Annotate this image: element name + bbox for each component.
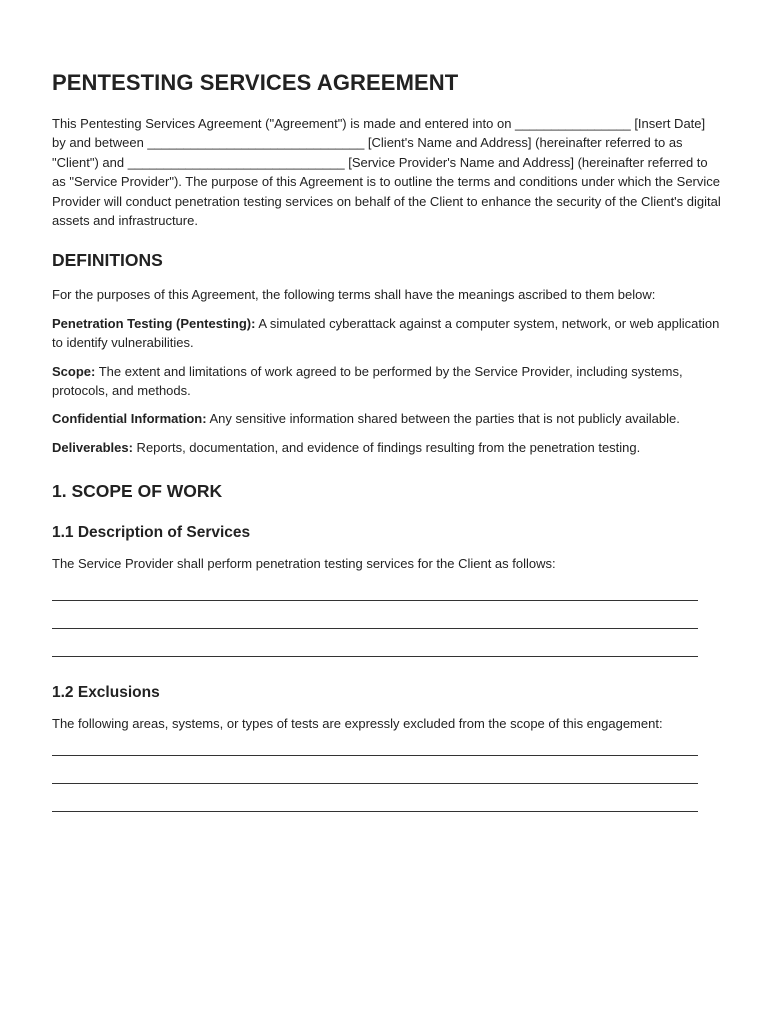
definitions-heading: DEFINITIONS <box>52 250 163 271</box>
blank-fill-line <box>52 783 698 784</box>
definition-text: Reports, documentation, and evidence of findings resulting from the penetration testing. <box>132 439 641 455</box>
definition-term: Penetration Testing (Pentesting): <box>52 315 256 331</box>
definition-term: Confidential Information: <box>52 411 207 427</box>
exclusions-heading: 1.2 Exclusions <box>52 683 160 701</box>
exclusions-text: The following areas, systems, or types of tests are expressly excluded from the scope of this engagement: <box>52 715 663 731</box>
blank-fill-line <box>52 600 698 601</box>
intro-paragraph: This Pentesting Services Agreement ("Agreement") is made and entered into on ________________ [Insert Date] by and between ______________________________ [Client's Name and Address] (hereinafter referred to as "Client") and ______________________________ [Service Provider's Name and Address] (hereinafter referred to as "Service Provider"). The purpose of this Agreement is to outline the terms and conditions under which the Service Provider will conduct penetration testing services on behalf of the Client to enhance the security of the Client's digital assets and infrastructure. <box>52 116 721 229</box>
blank-fill-line <box>52 755 698 756</box>
blank-fill-line <box>52 656 698 657</box>
description-of-services-heading: 1.1 Description of Services <box>52 524 251 542</box>
blank-fill-line <box>52 628 698 629</box>
definition-item <box>52 438 722 457</box>
definition-item <box>52 314 722 353</box>
services-blank-lines <box>52 600 722 657</box>
scope-of-work-heading: 1. SCOPE OF WORK <box>52 481 223 502</box>
document-title: PENTESTING SERVICES AGREEMENT <box>52 70 459 95</box>
definition-term: Scope: <box>52 363 96 379</box>
definition-text: Any sensitive information shared between the parties that is not publicly available. <box>206 411 680 427</box>
document-page <box>52 70 722 839</box>
exclusions-blank-lines <box>52 755 722 812</box>
description-of-services-text: The Service Provider shall perform penetration testing services for the Client as follows: <box>52 556 556 572</box>
definition-item <box>52 409 722 428</box>
definition-text: The extent and limitations of work agreed to be performed by the Service Provider, including systems, protocols, and methods. <box>52 363 683 399</box>
blank-fill-line <box>52 811 698 812</box>
definition-text: A simulated cyberattack against a computer system, network, or web application to identify vulnerabilities. <box>52 315 720 351</box>
definition-term: Deliverables: <box>52 439 133 455</box>
definitions-intro: For the purposes of this Agreement, the following terms shall have the meanings ascribed to them below: <box>52 287 656 303</box>
definition-item <box>52 362 722 401</box>
